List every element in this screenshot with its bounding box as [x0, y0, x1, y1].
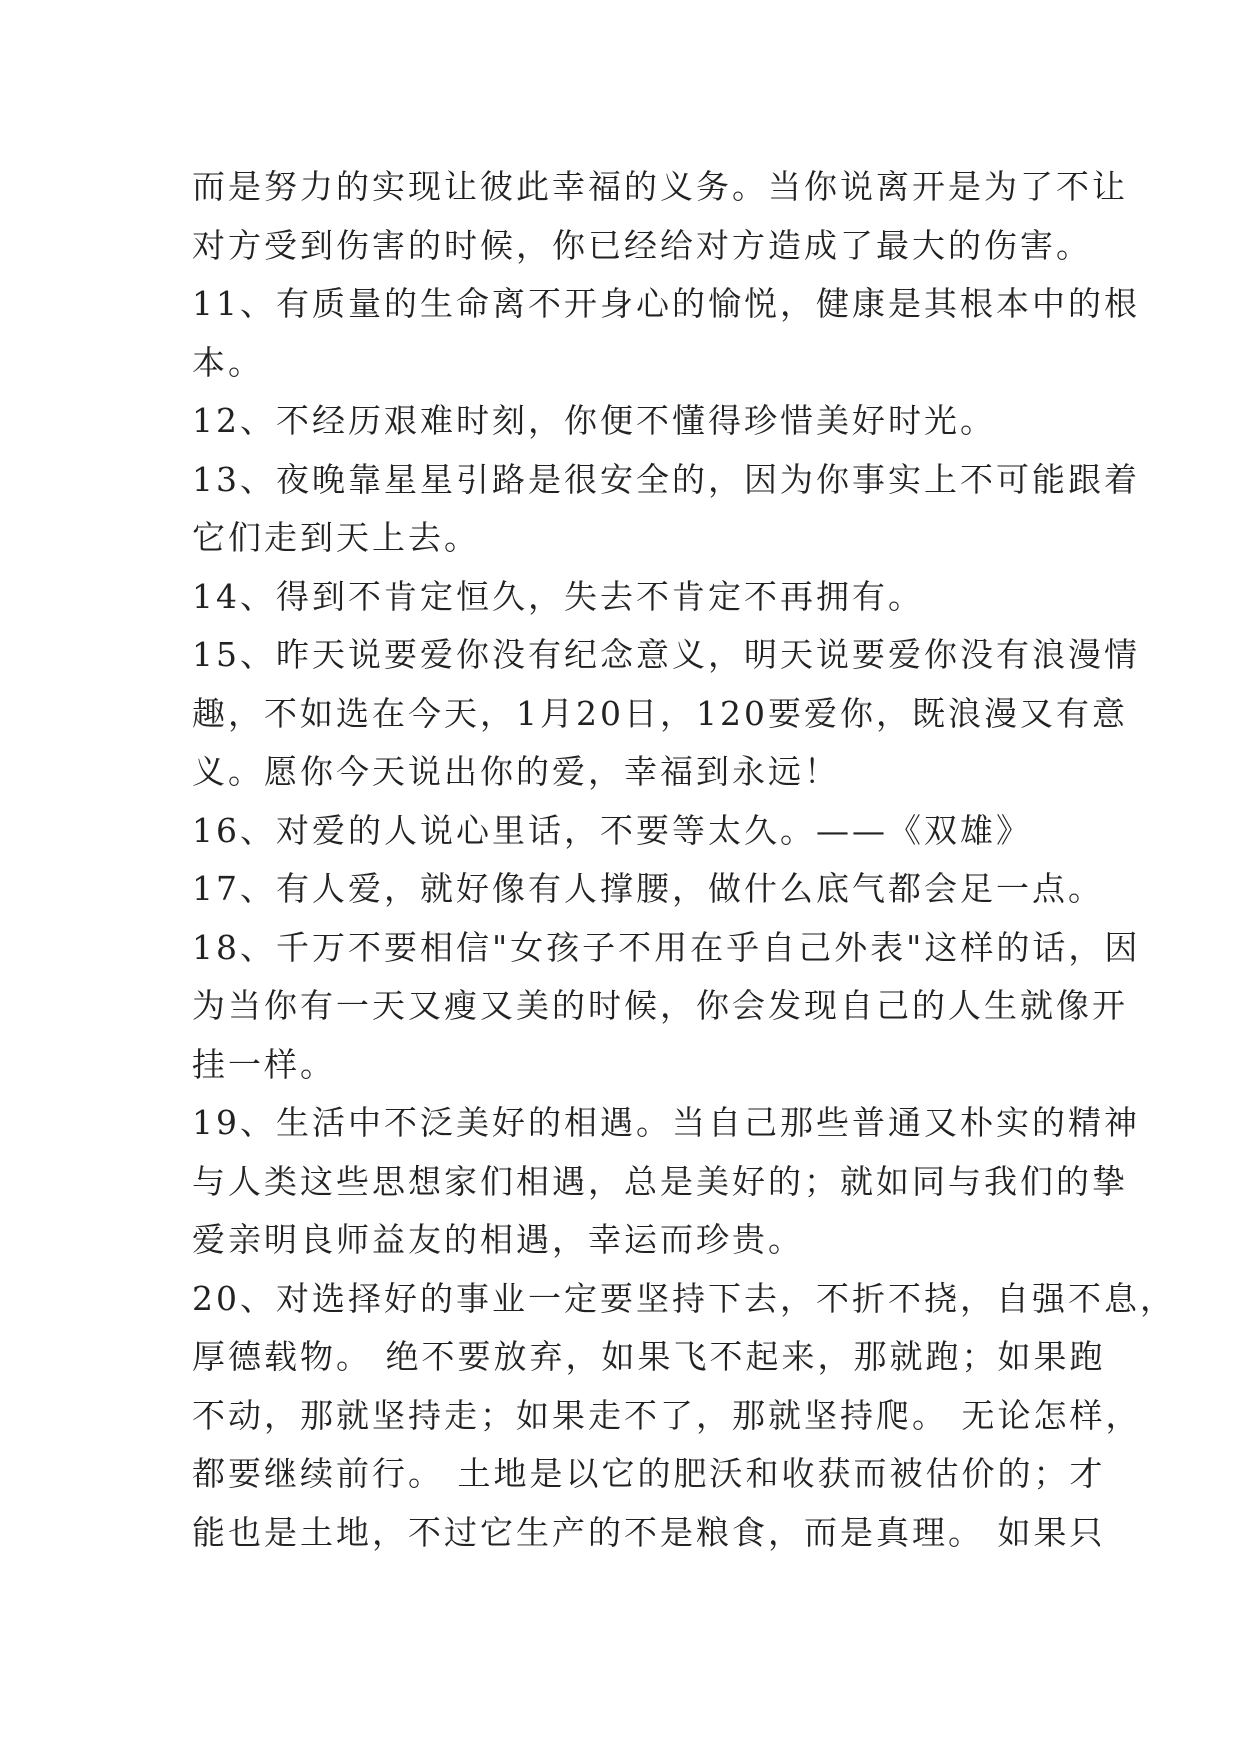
text-line: 16、对爱的人说心里话，不要等太久。——《双雄》	[192, 810, 1032, 850]
text-line: 义。愿你今天说出你的爱，幸福到永远！	[192, 752, 840, 791]
text-line: 不动，那就坚持走；如果走不了，那就坚持爬。 无论怎样，	[192, 1395, 1142, 1435]
text-line: 14、得到不肯定恒久，失去不肯定不再拥有。	[192, 576, 924, 616]
text-line: 20、对选择好的事业一定要坚持下去，不折不挠，自强不息，	[192, 1278, 1176, 1318]
text-line: 能也是土地，不过它生产的不是粮食，而是真理。 如果只	[192, 1512, 1106, 1552]
text-line: 而是努力的实现让彼此幸福的义务。当你说离开是为了不让	[192, 167, 1128, 206]
text-line: 本。	[192, 342, 264, 382]
text-line: 与人类这些思想家们相遇，总是美好的；就如同与我们的挚	[192, 1161, 1128, 1201]
text-line: 11、有质量的生命离不开身心的愉悦，健康是其根本中的根	[192, 284, 1140, 323]
text-line: 12、不经历艰难时刻，你便不懂得珍惜美好时光。	[192, 401, 996, 440]
text-line: 挂一样。	[192, 1044, 336, 1084]
text-line: 17、有人爱，就好像有人撑腰，做什么底气都会足一点。	[192, 869, 1104, 908]
text-line: 19、生活中不泛美好的相遇。当自己那些普通又朴实的精神	[192, 1103, 1140, 1142]
text-line: 13、夜晚靠星星引路是很安全的，因为你事实上不可能跟着	[192, 459, 1140, 499]
text-line: 15、昨天说要爱你没有纪念意义，明天说要爱你没有浪漫情	[192, 635, 1140, 674]
text-line: 厚德载物。 绝不要放弃，如果飞不起来，那就跑；如果跑	[192, 1337, 1106, 1376]
text-line: 18、千万不要相信"女孩子不用在乎自己外表"这样的话，因	[192, 927, 1141, 967]
text-line: 对方受到伤害的时候，你已经给对方造成了最大的伤害。	[192, 225, 1092, 265]
text-line: 它们走到天上去。	[192, 518, 480, 557]
text-line: 为当你有一天又瘦又美的时候，你会发现自己的人生就像开	[192, 986, 1128, 1025]
text-line: 都要继续前行。 土地是以它的肥沃和收获而被估价的；才	[192, 1454, 1106, 1493]
text-line: 趣，不如选在今天，1月20日，120要爱你，既浪漫又有意	[192, 693, 1128, 733]
document-body	[192, 158, 1176, 1562]
text-line: 爱亲明良师益友的相遇，幸运而珍贵。	[192, 1220, 804, 1259]
